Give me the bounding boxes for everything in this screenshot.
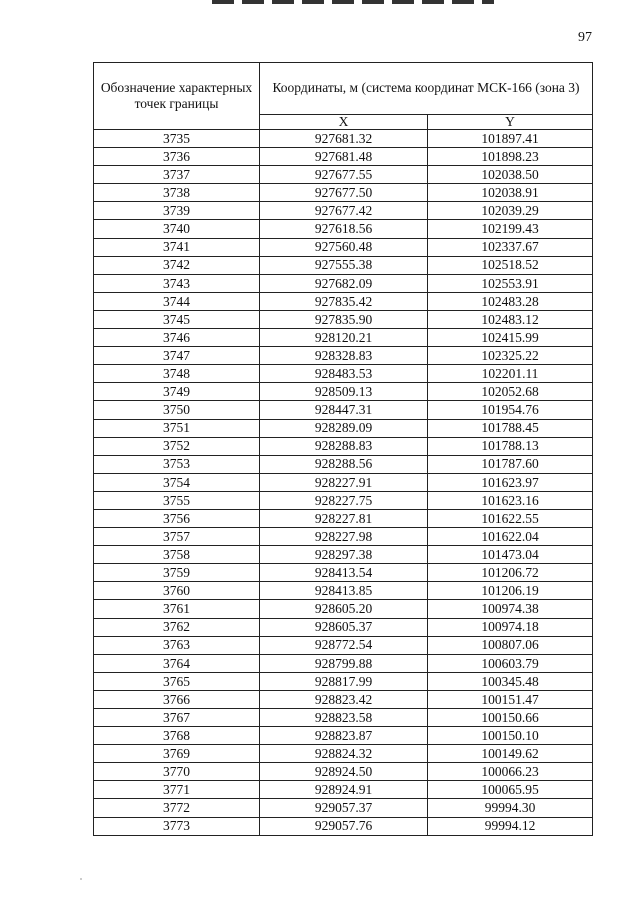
- point-id-cell: 3748: [94, 365, 260, 383]
- point-id-cell: 3754: [94, 473, 260, 491]
- y-coordinate-cell: 101787.60: [428, 455, 593, 473]
- point-id-cell: 3758: [94, 546, 260, 564]
- point-id-cell: 3766: [94, 690, 260, 708]
- y-coordinate-cell: 102483.28: [428, 292, 593, 310]
- table-row: [94, 202, 593, 220]
- x-coordinate-cell: 927677.55: [260, 166, 428, 184]
- coordinates-header: Координаты, м (система координат МСК-166 (зона 3): [260, 63, 593, 115]
- table-row: [94, 256, 593, 274]
- y-coordinate-cell: 101473.04: [428, 546, 593, 564]
- y-coordinate-cell: 101622.55: [428, 509, 593, 527]
- table-row: [94, 455, 593, 473]
- table-row: [94, 310, 593, 328]
- point-id-cell: 3772: [94, 799, 260, 817]
- x-coordinate-cell: 927682.09: [260, 274, 428, 292]
- x-coordinate-cell: 928605.20: [260, 600, 428, 618]
- point-id-cell: 3743: [94, 274, 260, 292]
- point-id-cell: 3745: [94, 310, 260, 328]
- x-coordinate-cell: 928823.87: [260, 727, 428, 745]
- x-coordinate-cell: 927677.50: [260, 184, 428, 202]
- table-row: [94, 130, 593, 148]
- x-coordinate-cell: 928823.42: [260, 690, 428, 708]
- x-coordinate-cell: 928413.54: [260, 564, 428, 582]
- point-id-cell: 3762: [94, 618, 260, 636]
- point-id-cell: 3756: [94, 509, 260, 527]
- x-coordinate-cell: 928824.32: [260, 745, 428, 763]
- point-id-cell: 3741: [94, 238, 260, 256]
- table-row: [94, 292, 593, 310]
- x-coordinate-cell: 928227.81: [260, 509, 428, 527]
- x-coordinate-cell: 928823.58: [260, 709, 428, 727]
- point-id-cell: 3753: [94, 455, 260, 473]
- y-coordinate-cell: 102038.91: [428, 184, 593, 202]
- header-strip-mark: [212, 0, 494, 4]
- point-id-cell: 3773: [94, 817, 260, 835]
- x-coordinate-cell: 928483.53: [260, 365, 428, 383]
- point-id-cell: 3757: [94, 528, 260, 546]
- table-row: [94, 383, 593, 401]
- point-id-cell: 3750: [94, 401, 260, 419]
- point-id-cell: 3760: [94, 582, 260, 600]
- table-row: [94, 437, 593, 455]
- point-id-cell: 3744: [94, 292, 260, 310]
- x-coordinate-cell: 927835.42: [260, 292, 428, 310]
- y-coordinate-cell: 100150.66: [428, 709, 593, 727]
- table-row: [94, 799, 593, 817]
- table-row: [94, 600, 593, 618]
- y-coordinate-cell: 100974.38: [428, 600, 593, 618]
- scan-speck: [80, 878, 82, 880]
- x-coordinate-cell: 928605.37: [260, 618, 428, 636]
- x-coordinate-cell: 928924.91: [260, 781, 428, 799]
- x-coordinate-cell: 928288.56: [260, 455, 428, 473]
- point-id-cell: 3761: [94, 600, 260, 618]
- x-coordinate-cell: 927555.38: [260, 256, 428, 274]
- table-row: [94, 274, 593, 292]
- x-coordinate-cell: 928817.99: [260, 672, 428, 690]
- x-coordinate-cell: 928799.88: [260, 654, 428, 672]
- y-coordinate-cell: 100150.10: [428, 727, 593, 745]
- coordinates-table: [93, 62, 593, 836]
- y-coordinate-cell: 100603.79: [428, 654, 593, 672]
- y-coordinate-cell: 102199.43: [428, 220, 593, 238]
- table-row: [94, 491, 593, 509]
- x-coordinate-cell: 929057.37: [260, 799, 428, 817]
- y-coordinate-cell: 102038.50: [428, 166, 593, 184]
- point-id-cell: 3737: [94, 166, 260, 184]
- y-coordinate-cell: 102553.91: [428, 274, 593, 292]
- y-coordinate-cell: 102052.68: [428, 383, 593, 401]
- point-id-cell: 3767: [94, 709, 260, 727]
- table-row: [94, 618, 593, 636]
- y-coordinate-cell: 101622.04: [428, 528, 593, 546]
- table-row: [94, 329, 593, 347]
- point-id-cell: 3747: [94, 347, 260, 365]
- point-id-cell: 3751: [94, 419, 260, 437]
- y-coordinate-cell: 100974.18: [428, 618, 593, 636]
- table-row: [94, 564, 593, 582]
- table-row: [94, 582, 593, 600]
- point-id-cell: 3768: [94, 727, 260, 745]
- point-id-cell: 3735: [94, 130, 260, 148]
- x-coordinate-cell: 928120.21: [260, 329, 428, 347]
- point-id-cell: 3740: [94, 220, 260, 238]
- y-coordinate-cell: 102201.11: [428, 365, 593, 383]
- table-row: [94, 238, 593, 256]
- x-coordinate-cell: 927677.42: [260, 202, 428, 220]
- y-coordinate-cell: 100345.48: [428, 672, 593, 690]
- table-row: [94, 528, 593, 546]
- y-coordinate-cell: 101954.76: [428, 401, 593, 419]
- x-column-header: X: [260, 115, 428, 130]
- x-coordinate-cell: 928227.98: [260, 528, 428, 546]
- y-coordinate-cell: 100149.62: [428, 745, 593, 763]
- point-id-cell: 3746: [94, 329, 260, 347]
- y-coordinate-cell: 100066.23: [428, 763, 593, 781]
- y-coordinate-cell: 101623.97: [428, 473, 593, 491]
- table-row: [94, 473, 593, 491]
- point-id-cell: 3771: [94, 781, 260, 799]
- point-id-cell: 3738: [94, 184, 260, 202]
- point-id-cell: 3763: [94, 636, 260, 654]
- x-coordinate-cell: 927835.90: [260, 310, 428, 328]
- y-coordinate-cell: 101788.13: [428, 437, 593, 455]
- table-row: [94, 727, 593, 745]
- x-coordinate-cell: 928924.50: [260, 763, 428, 781]
- table-row: [94, 365, 593, 383]
- point-id-cell: 3770: [94, 763, 260, 781]
- y-coordinate-cell: 102039.29: [428, 202, 593, 220]
- table-row: [94, 546, 593, 564]
- x-coordinate-cell: 928447.31: [260, 401, 428, 419]
- x-coordinate-cell: 928772.54: [260, 636, 428, 654]
- y-coordinate-cell: 101788.45: [428, 419, 593, 437]
- table-row: [94, 817, 593, 835]
- point-id-cell: 3739: [94, 202, 260, 220]
- y-coordinate-cell: 101897.41: [428, 130, 593, 148]
- y-column-header: Y: [428, 115, 593, 130]
- table-row: [94, 745, 593, 763]
- y-coordinate-cell: 102337.67: [428, 238, 593, 256]
- y-coordinate-cell: 100151.47: [428, 690, 593, 708]
- page-number: 97: [578, 30, 592, 45]
- table-row: [94, 401, 593, 419]
- table-row: [94, 781, 593, 799]
- point-id-cell: 3764: [94, 654, 260, 672]
- y-coordinate-cell: 101623.16: [428, 491, 593, 509]
- point-id-cell: 3742: [94, 256, 260, 274]
- y-coordinate-cell: 102415.99: [428, 329, 593, 347]
- x-coordinate-cell: 928227.75: [260, 491, 428, 509]
- coordinates-rows: [94, 130, 593, 836]
- table-row: [94, 690, 593, 708]
- point-id-cell: 3759: [94, 564, 260, 582]
- y-coordinate-cell: 100807.06: [428, 636, 593, 654]
- y-coordinate-cell: 102483.12: [428, 310, 593, 328]
- point-id-cell: 3736: [94, 148, 260, 166]
- y-coordinate-cell: 102325.22: [428, 347, 593, 365]
- y-coordinate-cell: 102518.52: [428, 256, 593, 274]
- point-id-cell: 3769: [94, 745, 260, 763]
- table-row: [94, 347, 593, 365]
- y-coordinate-cell: 99994.12: [428, 817, 593, 835]
- point-id-cell: 3765: [94, 672, 260, 690]
- point-designation-header: Обозначение характерных точек границы: [94, 63, 260, 130]
- table-row: [94, 709, 593, 727]
- x-coordinate-cell: 928509.13: [260, 383, 428, 401]
- table-row: [94, 184, 593, 202]
- table-row: [94, 220, 593, 238]
- x-coordinate-cell: 929057.76: [260, 817, 428, 835]
- table-row: [94, 509, 593, 527]
- y-coordinate-cell: 101898.23: [428, 148, 593, 166]
- point-id-cell: 3749: [94, 383, 260, 401]
- table-row: [94, 419, 593, 437]
- table-row: [94, 148, 593, 166]
- y-coordinate-cell: 101206.19: [428, 582, 593, 600]
- table-row: [94, 636, 593, 654]
- table-row: [94, 672, 593, 690]
- x-coordinate-cell: 928289.09: [260, 419, 428, 437]
- x-coordinate-cell: 927618.56: [260, 220, 428, 238]
- x-coordinate-cell: 927560.48: [260, 238, 428, 256]
- x-coordinate-cell: 928227.91: [260, 473, 428, 491]
- y-coordinate-cell: 99994.30: [428, 799, 593, 817]
- point-id-cell: 3755: [94, 491, 260, 509]
- y-coordinate-cell: 101206.72: [428, 564, 593, 582]
- x-coordinate-cell: 928297.38: [260, 546, 428, 564]
- x-coordinate-cell: 927681.48: [260, 148, 428, 166]
- table-row: [94, 654, 593, 672]
- point-id-cell: 3752: [94, 437, 260, 455]
- x-coordinate-cell: 928413.85: [260, 582, 428, 600]
- x-coordinate-cell: 928328.83: [260, 347, 428, 365]
- x-coordinate-cell: 927681.32: [260, 130, 428, 148]
- y-coordinate-cell: 100065.95: [428, 781, 593, 799]
- table-row: [94, 166, 593, 184]
- table-row: [94, 763, 593, 781]
- x-coordinate-cell: 928288.83: [260, 437, 428, 455]
